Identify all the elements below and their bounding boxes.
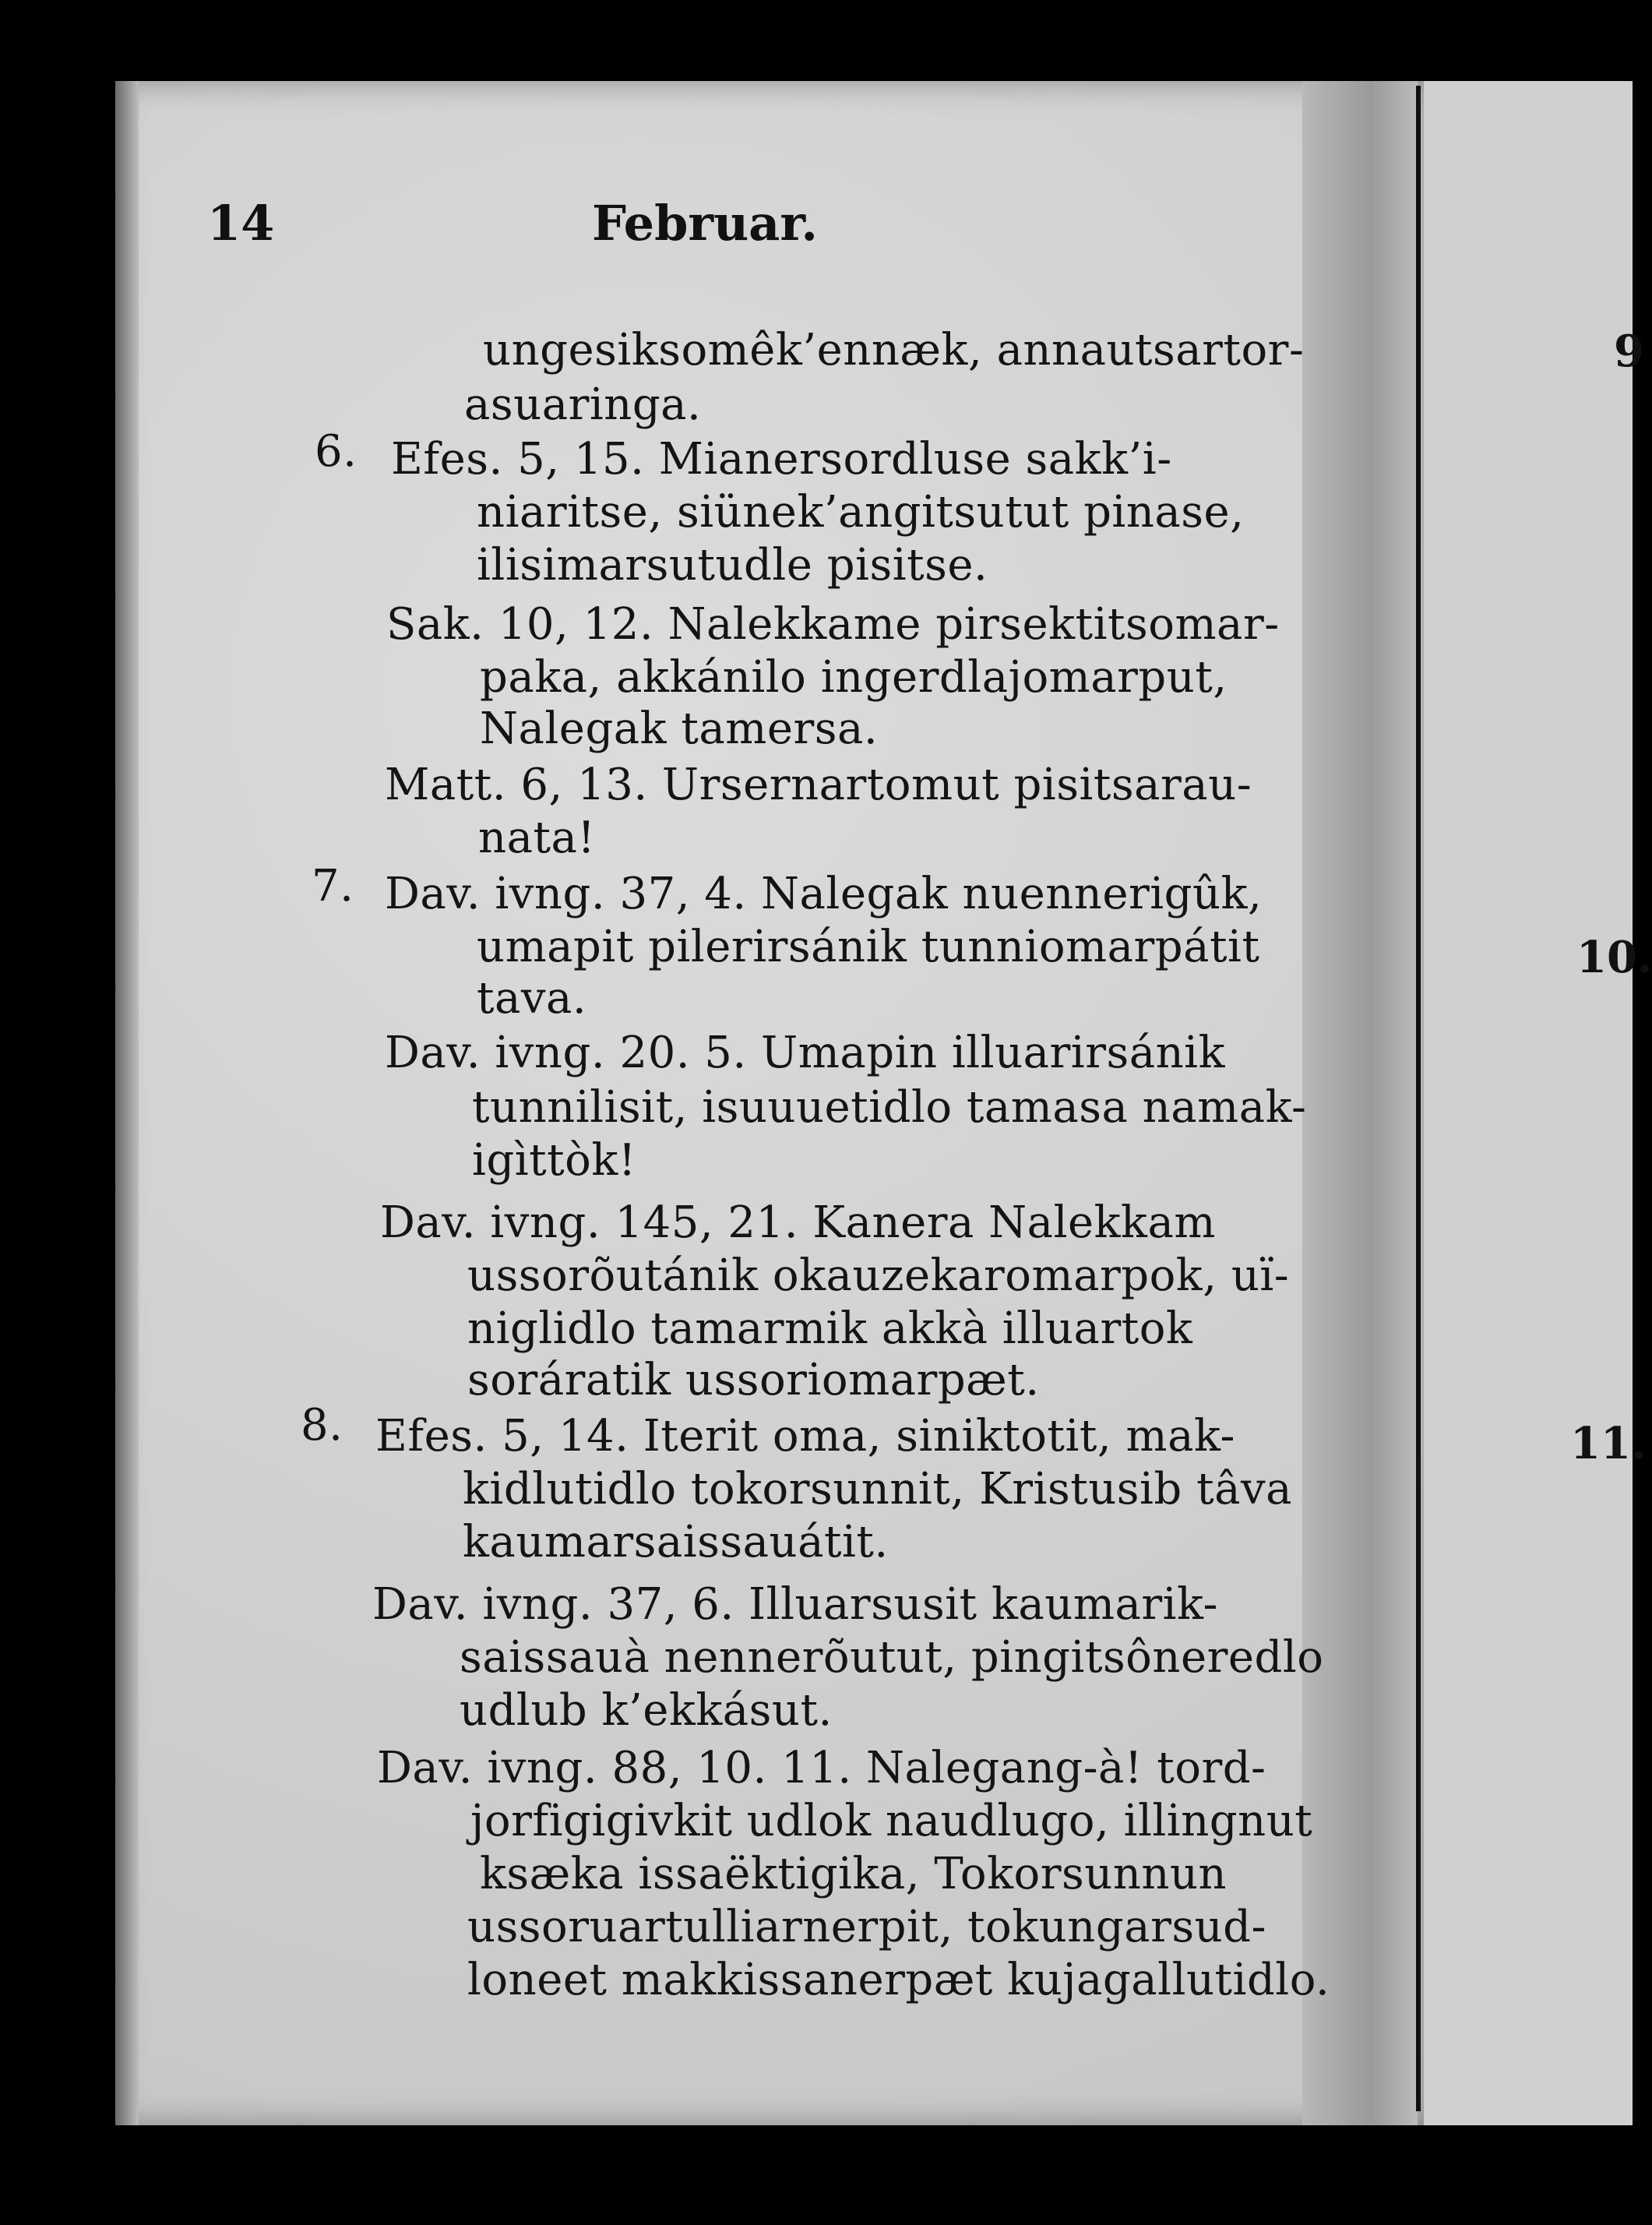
page-number: 14 [207, 195, 275, 252]
text-line: Dav. ivng. 20. 5. Umapin illuarirsánik [385, 1028, 1226, 1078]
text-line: paka, akkánilo ingerdlajomarput, [480, 652, 1228, 703]
text-line: niglidlo tamarmik akkà illuartok [467, 1303, 1193, 1354]
adjacent-page-number-9: 9 [1614, 326, 1644, 377]
adjacent-page-number-10: 10. [1576, 932, 1652, 983]
text-line: Dav. ivng. 88, 10. 11. Nalegang-à! tord- [377, 1743, 1266, 1793]
text-line: jorfigigivkit udlok naudlugo, illingnut [470, 1796, 1313, 1846]
text-line: Matt. 6, 13. Ursernartomut pisitsarau- [385, 760, 1252, 810]
text-line: Dav. ivng. 37, 4. Nalegak nuennerigûk, [385, 869, 1263, 919]
text-line: loneet makkissanerpæt kujagallutidlo. [467, 1955, 1330, 2005]
text-line: kidlutidlo tokorsunnit, Kristusib tâva [463, 1464, 1292, 1514]
text-line: soráratik ussoriomarpæt. [467, 1355, 1040, 1405]
text-line: saissauà nennerõutut, pingitsôneredlo [460, 1632, 1324, 1683]
text-line: tunnilisit, isuuuetidlo tamasa namak- [472, 1082, 1307, 1133]
text-line: ksæka issaëktigika, Tokorsunnun [480, 1849, 1228, 1899]
text-line: nata! [478, 813, 596, 863]
text-line: Nalegak tamersa. [480, 703, 879, 754]
text-line: Efes. 5, 15. Mianersordluse sakk’i- [391, 434, 1172, 485]
entry-number: 8. [301, 1400, 343, 1451]
text-line: Efes. 5, 14. Iterit oma, siniktotit, mak- [375, 1411, 1235, 1462]
text-line: Dav. ivng. 145, 21. Kanera Nalekkam [380, 1197, 1216, 1248]
text-line: igìttòk! [472, 1135, 636, 1186]
text-line: umapit pilerirsánik tunniomarpátit [477, 922, 1260, 972]
text-line: ilisimarsutudle pisitse. [477, 540, 988, 591]
text-line: tava. [477, 973, 587, 1024]
text-line: Dav. ivng. 37, 6. Illuarsusit kaumarik- [372, 1579, 1218, 1630]
text-line: ungesiksomêk’ennæk, annautsartor- [483, 325, 1305, 376]
entry-number: 7. [312, 861, 354, 912]
text-line: niaritse, siünek’angitsutut pinase, [477, 487, 1245, 538]
text-line: ussoruartulliarnerpit, tokungarsud- [467, 1902, 1266, 1952]
text-line: asuaringa. [464, 379, 702, 430]
text-line: udlub k’ekkásut. [460, 1685, 833, 1736]
adjacent-page-number-11: 11. [1570, 1418, 1647, 1469]
text-line: kaumarsaissauátit. [463, 1517, 889, 1567]
text-line: ussorõutánik okauzekaromarpok, uï- [467, 1250, 1290, 1301]
entry-number: 6. [315, 426, 358, 477]
page-title: Februar. [592, 195, 818, 252]
text-line: Sak. 10, 12. Nalekkame pirsektitsomar- [386, 599, 1280, 650]
